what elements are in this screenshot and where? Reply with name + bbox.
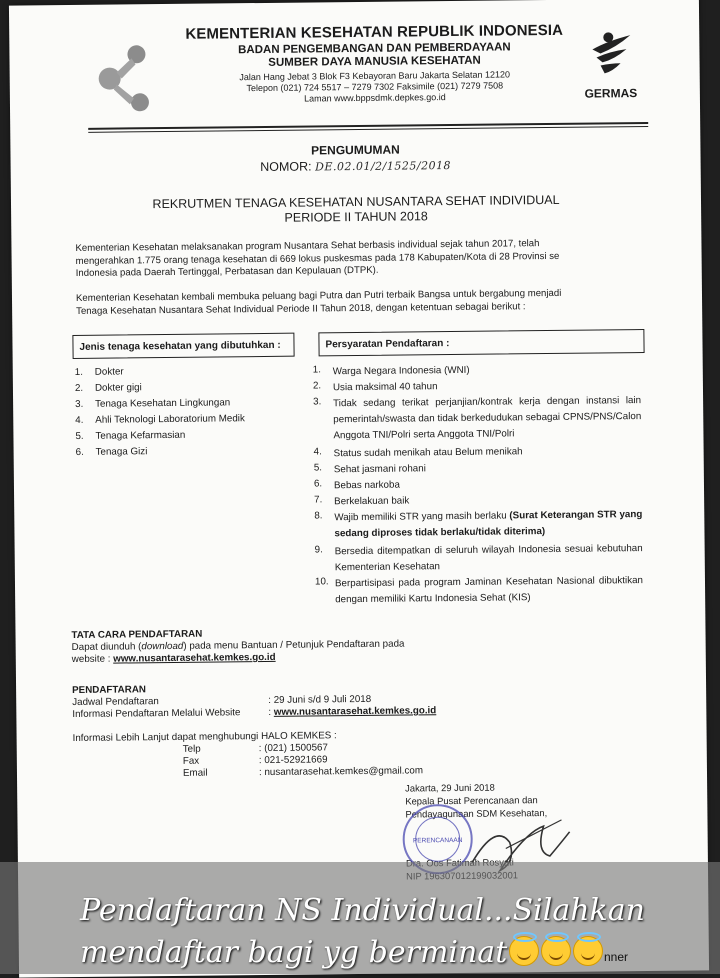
email-label: Email <box>182 767 208 779</box>
intro-paragraph-1 <box>75 237 635 280</box>
website: Laman www.bppsdmk.depkes.go.id <box>304 92 446 104</box>
info-label: Informasi Pendaftaran Melalui Website <box>72 707 241 721</box>
signature-position-line2: Pendayagunaan SDM Kesehatan, <box>405 807 548 820</box>
para2-line1: Kementerian Kesehatan kembali membuka peluang bagi Putra dan Putri terbaik Bangsa untuk bergabung menjadi <box>75 287 562 304</box>
letterhead <box>159 22 590 105</box>
ministry-logo-icon <box>89 42 156 115</box>
schedule-value: : 29 Juni s/d 9 Juli 2018 <box>268 693 372 706</box>
title-line1: REKRUTMEN TENAGA KESEHATAN NUSANTARA SEHAT INDIVIDUAL <box>152 192 560 212</box>
list-item: 4. Status sudah menikah atau Belum menikah <box>313 446 523 460</box>
address: Jalan Hang Jebat 3 Blok F3 Kebayoran Baru Jakarta Selatan 12120 <box>239 69 511 83</box>
procedure-section <box>71 627 404 666</box>
halo-smile-emoji-icon <box>541 936 571 966</box>
procedure-line1: Dapat diunduh (download) pada menu Bantuan / Petunjuk Pendaftaran pada <box>71 638 405 654</box>
registration-website-link[interactable]: www.nusantarasehat.kemkes.go.id <box>273 705 437 718</box>
intro-paragraph-2 <box>76 287 636 318</box>
para2-line2: Tenaga Kesehatan Nusantara Sehat Individual Periode II Tahun 2018, dengan ketentuan sebagai berikut : <box>76 300 526 317</box>
list-item: 2. Dokter gigi <box>74 382 142 394</box>
document <box>9 0 709 978</box>
info-value: : www.nusantarasehat.kemkes.go.id <box>268 705 437 718</box>
list-item: 8. Wajib memiliki STR yang masih berlaku (Surat Keterangan STR yang sedang diproses tidak berlaku/tidak diterima) <box>314 509 643 540</box>
signature-place-date: Jakarta, 29 Juni 2018 <box>405 781 495 794</box>
halo-smile-emoji-icon <box>509 936 539 966</box>
fax-value: : 021-52921669 <box>258 754 328 767</box>
title-line2: PERIODE II TAHUN 2018 <box>284 209 428 225</box>
contact-intro: Informasi Lebih Lanjut dapat menghubungi HALO KEMKES : <box>72 730 337 745</box>
signature-position-line1: Kepala Pusat Perencanaan dan <box>405 794 538 807</box>
number-label: NOMOR: <box>260 159 312 175</box>
para1-line1: Kementerian Kesehatan melaksanakan program Nusantara Sehat berbasis individual sejak tahun 2017, telah <box>75 238 540 254</box>
caption-line2: mendaftar bagi yg berminat <box>80 935 603 970</box>
announcement-title <box>11 191 701 228</box>
germas-label: GERMAS <box>584 86 638 101</box>
agency-name-line1: BADAN PENGEMBANGAN DAN PEMBERDAYAAN <box>238 41 511 57</box>
contact-section <box>73 729 494 785</box>
germas-logo <box>575 29 646 101</box>
para1-line3: Indonesia pada Daerah Tertinggal, Perbatasan dan Kepulauan (DTPK). <box>75 264 379 279</box>
schedule-label: Jadwal Pendaftaran <box>72 696 159 709</box>
list-item: 2. Usia maksimal 40 tahun <box>312 380 438 394</box>
list-item: 5. Sehat jasmani rohani <box>313 462 426 476</box>
procedure-line2: website : www.nusantarasehat.kemkes.go.id <box>71 651 276 666</box>
announcement-paper <box>9 0 709 978</box>
list-item: 7. Berkelakuan baik <box>314 494 410 508</box>
list-item: 1. Warga Negara Indonesia (WNI) <box>312 364 470 378</box>
list-item: 3. Tenaga Kesehatan Lingkungan <box>75 397 231 410</box>
list-item: 3. Tidak sedang terikat perjanjian/kontrak kerja dengan instansi lain pemerintah/swasta dan tidak berkedudukan sebagai CPNS/PNS/Calon Anggota TNI/Polri serta Anggota TNI/Polri <box>313 395 642 442</box>
phone: Telepon (021) 724 5517 – 7279 7302 Faksimile (021) 7279 7508 <box>246 80 504 94</box>
list-item: 1. Dokter <box>74 366 124 378</box>
para1-line2: mengerahkan 1.775 orang tenaga kesehatan di 669 lokus puskesmas pada 178 Kabupaten/Kota di 28 Provinsi se <box>75 250 560 267</box>
agency-name-line2: SUMBER DAYA MANUSIA KESEHATAN <box>268 54 481 69</box>
list-item: 6. Tenaga Gizi <box>75 446 148 458</box>
stamp-text: PERENCANAAN <box>412 836 463 845</box>
announcement-heading: PENGUMUMAN <box>311 142 400 158</box>
scanner-watermark: nner <box>604 950 629 964</box>
procedure-heading: TATA CARA PENDAFTARAN <box>71 628 203 642</box>
list-item: 10. Berpartisipasi pada program Jaminan Kesehatan Nasional dibuktikan dengan memiliki Kartu Indonesia Sehat (KIS) <box>314 575 644 606</box>
caption-line1: Pendaftaran NS Individual...Silahkan <box>80 893 645 928</box>
email-value: : nusantarasehat.kemkes@gmail.com <box>258 765 424 779</box>
telp-value: : (021) 1500567 <box>258 742 328 755</box>
telp-label: Telp <box>182 743 201 755</box>
fax-label: Fax <box>182 755 200 767</box>
ministry-name: KEMENTERIAN KESEHATAN REPUBLIK INDONESIA <box>185 21 564 43</box>
list-item: 5. Tenaga Kefarmasian <box>75 429 186 442</box>
list-item: 6. Bebas narkoba <box>313 478 400 492</box>
requirements-header-box: Persyaratan Pendaftaran : <box>318 329 644 356</box>
list-item: 4. Ahli Teknologi Laboratorium Medik <box>75 413 245 426</box>
registration-section <box>72 681 492 725</box>
number-value: DE.02.01/2/1525/2018 <box>315 159 452 174</box>
registration-heading: PENDAFTARAN <box>72 684 147 697</box>
germas-figure-icon <box>586 29 635 81</box>
procedure-website-link[interactable]: www.nusantarasehat.kemkes.go.id <box>113 651 276 665</box>
jobs-header-box: Jenis tenaga kesehatan yang dibutuhkan : <box>72 333 294 359</box>
halo-smile-emoji-icon <box>573 936 603 966</box>
list-item: 9. Bersedia ditempatkan di seluruh wilayah Indonesia sesuai kebutuhan Kementerian Kesehatan <box>314 543 643 574</box>
